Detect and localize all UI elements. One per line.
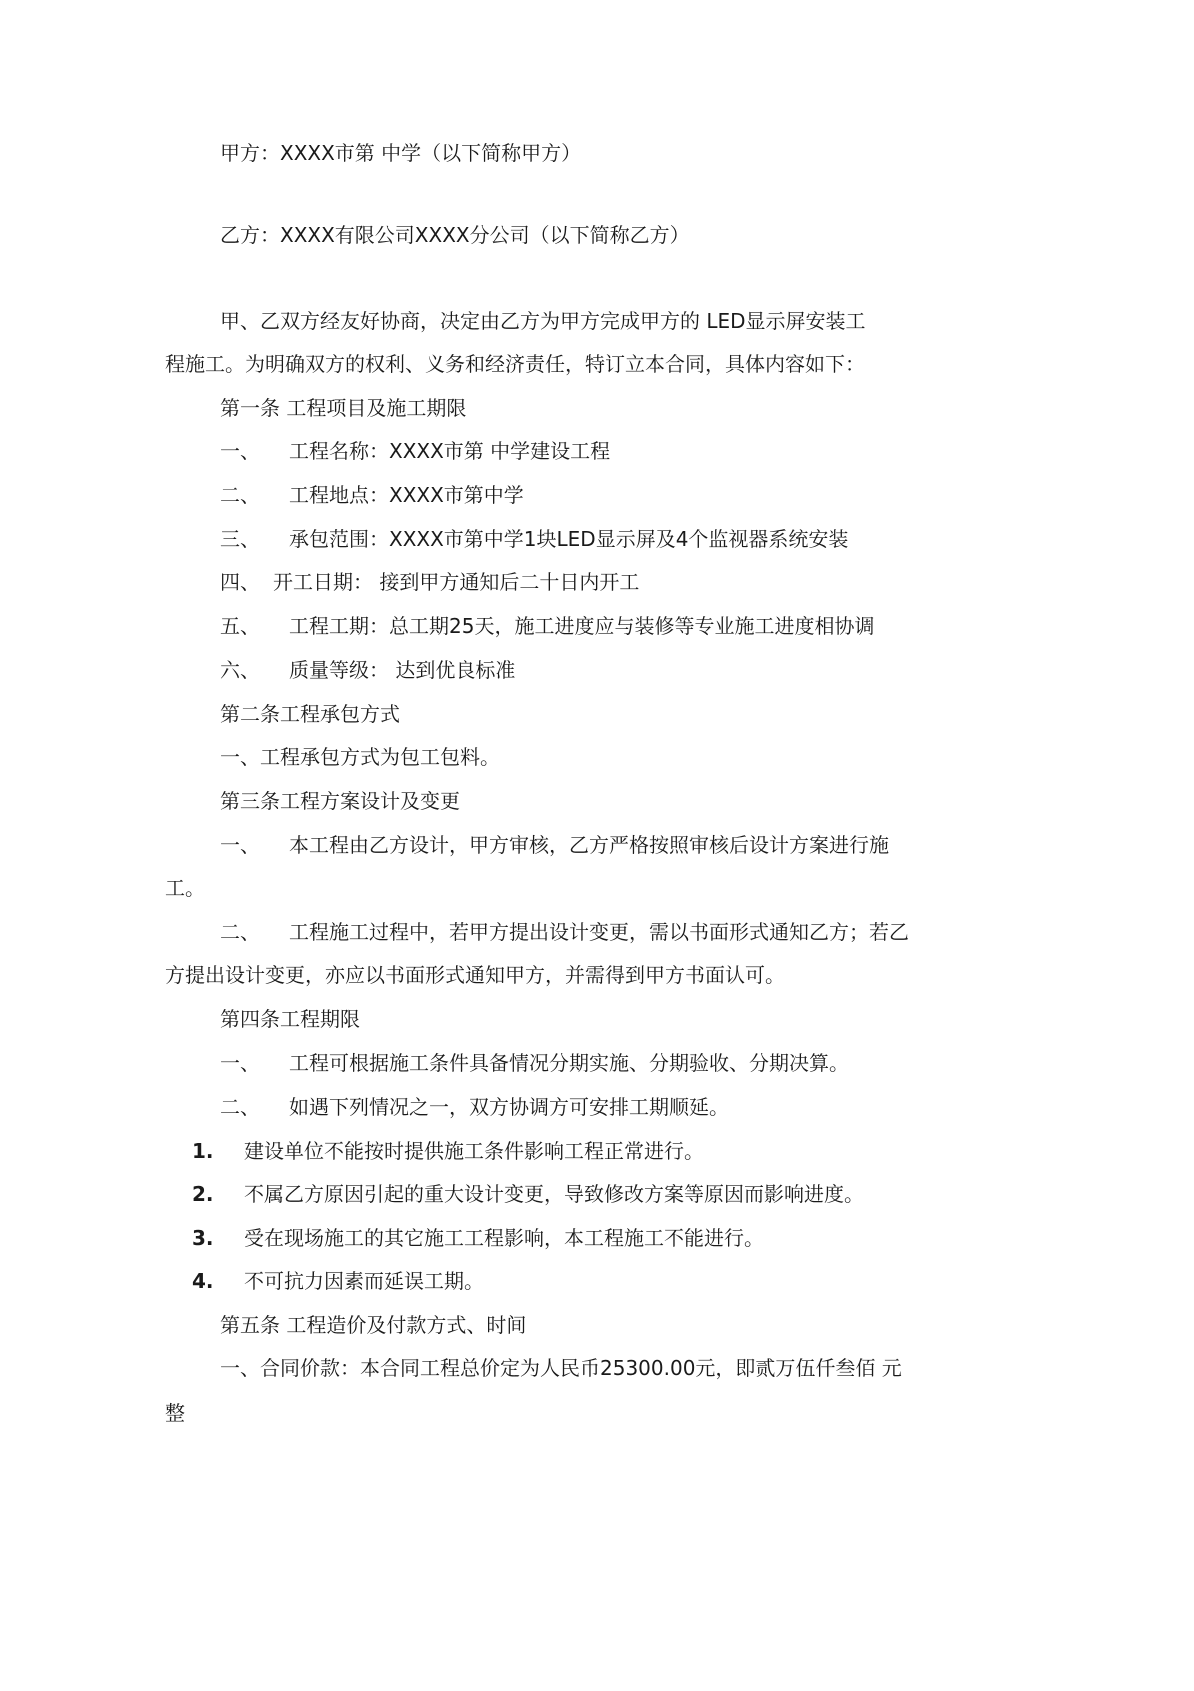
article-3-item-1 [220,832,889,858]
item-number: 五、 [220,614,260,638]
item-number: 四、 [220,570,260,594]
article-4-item-1 [220,1050,849,1076]
article-3-item-2-cont: 方提出设计变更，亦应以书面形式通知甲方，并需得到甲方书面认可。 [165,963,785,987]
item-text: 本工程由乙方设计，甲方审核，乙方严格按照审核后设计方案进行施 [289,833,889,857]
item-number: 三、 [220,527,260,551]
item-text: 开工日期： 接到甲方通知后二十日内开工 [273,570,640,594]
article-4-heading: 第四条工程期限 [220,1007,360,1031]
subitem-number: 4. [192,1269,214,1293]
article-1-item [220,613,875,639]
article-4-subitem [192,1225,764,1251]
article-4-subitem [192,1268,484,1294]
article-4-subitem [192,1138,704,1164]
subitem-text: 受在现场施工的其它施工工程影响，本工程施工不能进行。 [244,1226,764,1250]
article-5-item-1-cont: 整 [165,1401,185,1425]
item-number: 一、 [220,439,260,463]
article-5-heading: 第五条 工程造价及付款方式、时间 [220,1313,527,1337]
item-text: 工程名称：XXXX市第 中学建设工程 [289,439,611,463]
intro-line-1: 甲、乙双方经友好协商，决定由乙方为甲方完成甲方的 LED显示屏安装工 [220,309,866,333]
subitem-text: 不可抗力因素而延误工期。 [244,1269,484,1293]
item-text: 工程可根据施工条件具备情况分期实施、分期验收、分期决算。 [289,1051,849,1075]
subitem-number: 3. [192,1226,214,1250]
article-1-item [220,438,611,464]
article-2-item: 一、工程承包方式为包工包料。 [220,745,500,769]
item-text: 如遇下列情况之一，双方协调方可安排工期顺延。 [289,1095,729,1119]
item-text: 工程地点：XXXX市第中学 [289,483,524,507]
subitem-number: 2. [192,1182,214,1206]
item-number: 二、 [220,920,260,944]
item-number: 一、 [220,1051,260,1075]
article-3-item-2 [220,919,909,945]
subitem-text: 建设单位不能按时提供施工条件影响工程正常进行。 [244,1139,704,1163]
article-1-heading: 第一条 工程项目及施工期限 [220,396,467,420]
article-1-item [220,657,516,683]
party-b-line: 乙方：XXXX有限公司XXXX分公司（以下简称乙方） [220,223,690,247]
article-5-item-1: 一、合同价款：本合同工程总价定为人民币25300.00元，即贰万伍仟叁佰 元 [220,1356,902,1380]
subitem-number: 1. [192,1139,214,1163]
item-number: 六、 [220,658,260,682]
item-text: 工程施工过程中，若甲方提出设计变更，需以书面形式通知乙方；若乙 [289,920,909,944]
party-a-line: 甲方：XXXX市第 中学（以下简称甲方） [220,141,582,165]
article-1-item [220,482,524,508]
item-text: 工程工期：总工期25天，施工进度应与装修等专业施工进度相协调 [289,614,875,638]
intro-line-2: 程施工。为明确双方的权利、义务和经济责任，特订立本合同，具体内容如下： [165,352,865,376]
item-number: 一、 [220,833,260,857]
article-2-heading: 第二条工程承包方式 [220,702,400,726]
article-4-subitem [192,1181,864,1207]
article-3-item-1-cont: 工。 [165,876,205,900]
article-4-item-2 [220,1094,729,1120]
item-text: 承包范围：XXXX市第中学1块LED显示屏及4个监视器系统安装 [289,527,849,551]
subitem-text: 不属乙方原因引起的重大设计变更，导致修改方案等原因而影响进度。 [244,1182,864,1206]
item-text: 质量等级： 达到优良标准 [289,658,516,682]
item-number: 二、 [220,1095,260,1119]
article-3-heading: 第三条工程方案设计及变更 [220,789,460,813]
item-number: 二、 [220,483,260,507]
article-1-item [220,526,849,552]
article-1-item [220,569,640,595]
